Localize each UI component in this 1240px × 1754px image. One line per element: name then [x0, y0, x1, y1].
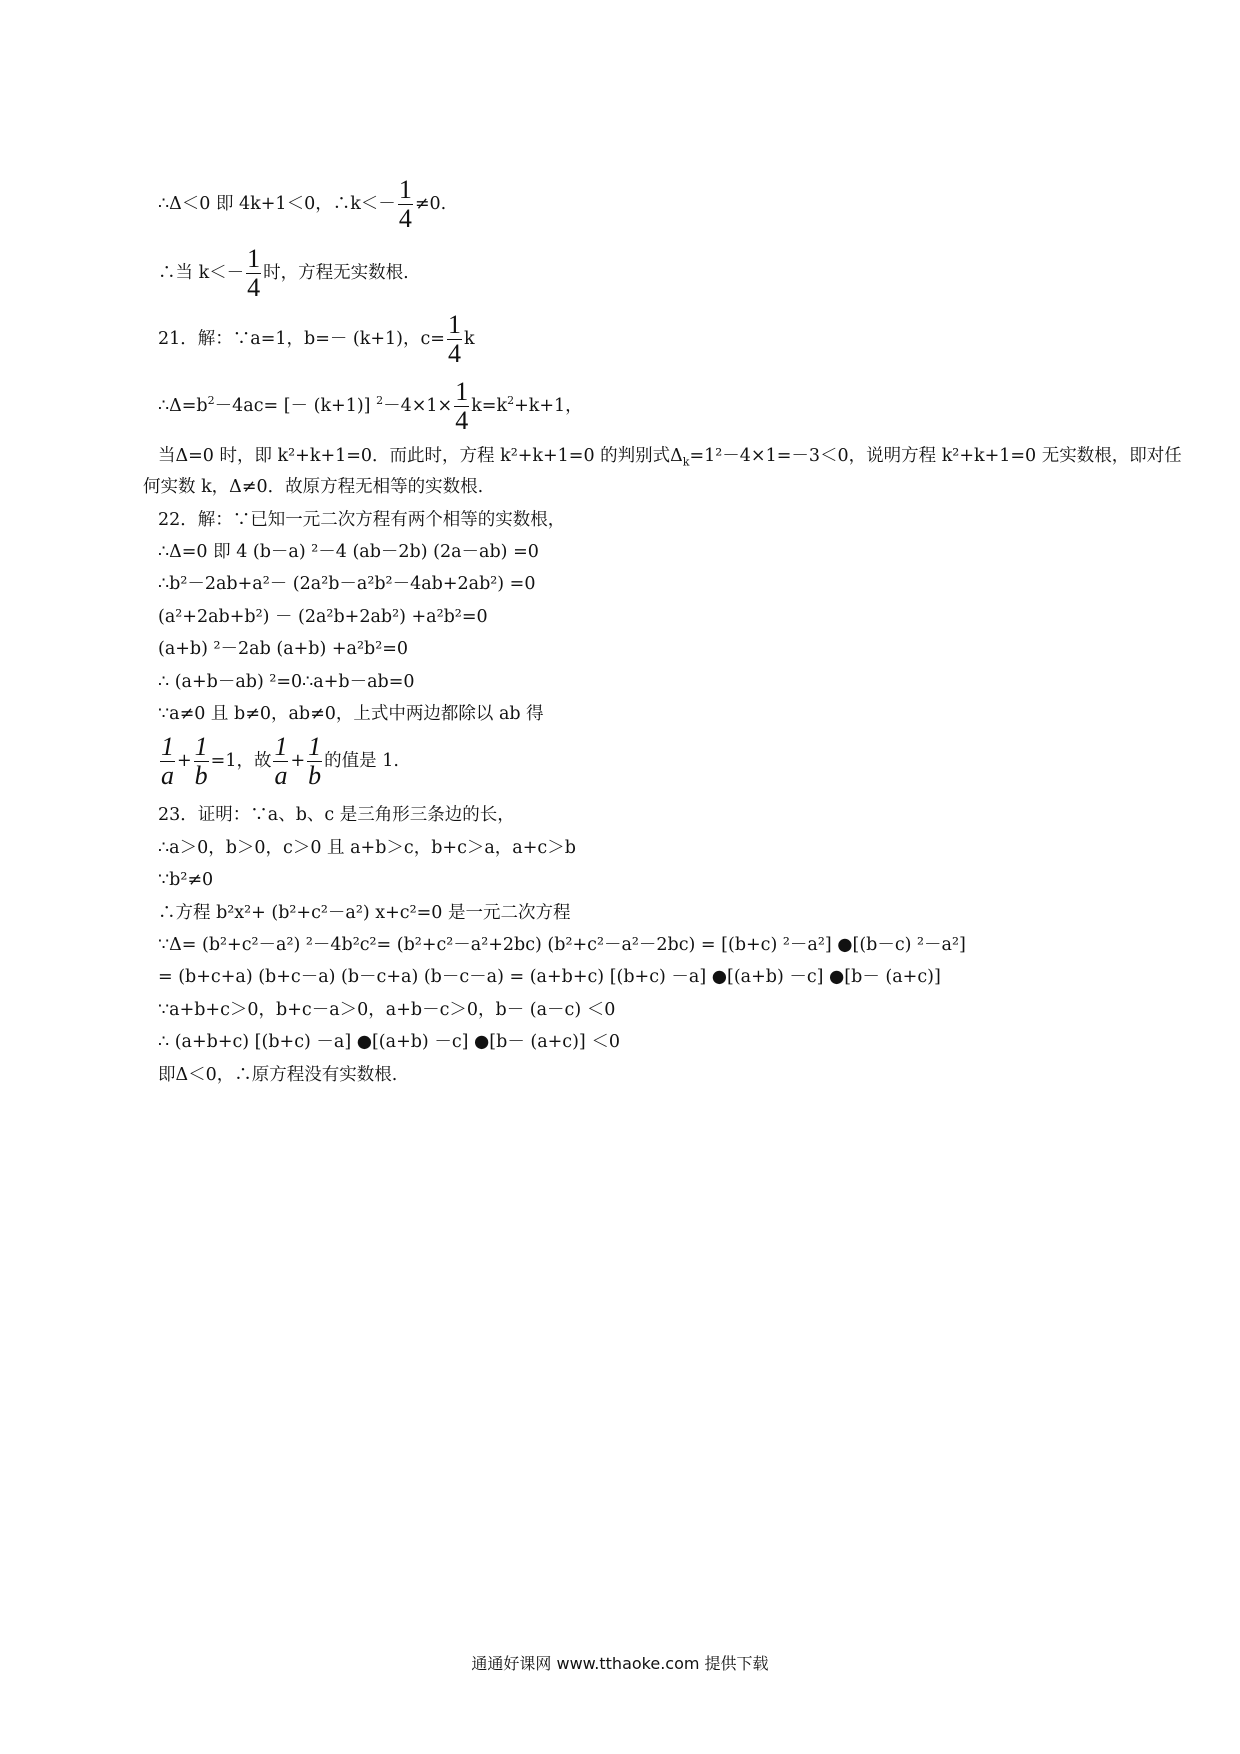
text: ∵Δ= (b²+c²－a²) ²－4b²c²= (b²+c²－a²+2bc) (b²+c²－a²－2bc) = [(b+c) ²－a²] ●[(b－c) ²－a²]	[158, 935, 966, 955]
text: = (b+c+a) (b+c－a) (b－c+a) (b－c－a) = (a+b+c) [(b+c) －a] ●[(a+b) －c] ●[b－ (a+c)]	[158, 967, 941, 987]
text: k=k	[471, 396, 508, 416]
text: ∵b²≠0	[158, 870, 214, 890]
superscript: 2	[507, 394, 515, 408]
superscript: 2	[207, 394, 215, 408]
text: +	[177, 751, 192, 771]
step-line	[158, 605, 488, 629]
text: ≠0.	[414, 194, 447, 214]
fraction-one-over-b: $\frac{1}{b}$	[194, 732, 208, 790]
solution-line-2	[158, 245, 409, 302]
denominator: b	[308, 761, 322, 790]
fraction-one-over-a: $\frac{1}{a}$	[161, 732, 174, 790]
text: ∴Δ=b	[158, 396, 208, 416]
text: +k+1，	[514, 396, 583, 416]
fraction-one-quarter: $\frac{1}{4}$	[398, 175, 412, 233]
text: 时，方程无实数根.	[263, 263, 409, 283]
text: ∴a＞0，b＞0，c＞0 且 a+b＞c，b+c＞a，a+c＞b	[158, 838, 576, 858]
step-line	[158, 901, 570, 925]
step-line	[158, 637, 408, 661]
text: －4ac= [－ (k+1)]	[214, 396, 377, 416]
step-line	[158, 998, 615, 1022]
step-line	[158, 572, 535, 596]
step-line	[158, 965, 941, 989]
step-line	[158, 1030, 620, 1054]
text: (a²+2ab+b²) － (2a²b+2ab²) +a²b²=0	[158, 607, 488, 627]
text: ∴方程 b²x²+ (b²+c²－a²) x+c²=0 是一元二次方程	[158, 903, 571, 923]
text: 何实数 k，Δ≠0．故原方程无相等的实数根.	[143, 477, 484, 497]
fraction-one-quarter: $\frac{1}{4}$	[247, 244, 261, 302]
text: 22．解：∵已知一元二次方程有两个相等的实数根，	[158, 510, 566, 530]
step-line	[158, 868, 213, 892]
problem-21-line	[158, 311, 475, 368]
page-footer: 通通好课网 www.tthaoke.com 提供下载	[471, 1654, 769, 1673]
text: －4×1×	[383, 396, 453, 416]
denominator: b	[194, 761, 208, 790]
text: ∵a≠0 且 b≠0，ab≠0，上式中两边都除以 ab 得	[158, 704, 544, 724]
text: k	[463, 329, 475, 349]
denominator: a	[274, 761, 288, 790]
step-line	[158, 702, 544, 726]
fraction-one-quarter: $\frac{1}{4}$	[447, 310, 461, 368]
explanation-line	[158, 444, 1182, 468]
discriminant-line	[158, 378, 583, 435]
conclusion-line	[158, 1063, 397, 1087]
denominator: a	[161, 761, 174, 790]
text: +	[290, 751, 306, 771]
problem-23-line	[158, 803, 515, 827]
text: ∵a+b+c＞0，b+c－a＞0，a+b－c＞0，b－ (a－c) ＜0	[158, 1000, 616, 1020]
text: =1²－4×1=－3＜0，说明方程 k²+k+1=0 无实数根，即对任	[689, 446, 1182, 466]
reciprocal-sum-line	[158, 733, 399, 790]
step-line	[158, 836, 576, 860]
explanation-line-cont	[143, 475, 483, 499]
step-line	[158, 933, 966, 957]
text: 的值是 1.	[324, 751, 399, 771]
problem-22-line	[158, 508, 565, 532]
text: ∴Δ＜0 即 4k+1＜0，∴k＜－	[158, 194, 396, 214]
superscript: 2	[376, 394, 384, 408]
fraction-one-over-a: $\frac{1}{a}$	[274, 732, 288, 790]
text: ∴Δ=0 即 4 (b－a) ²－4 (ab－2b) (2a－ab) =0	[158, 542, 539, 562]
text: ∴b²－2ab+a²－ (2a²b－a²b²－4ab+2ab²) =0	[158, 574, 536, 594]
solution-line-1	[158, 176, 446, 233]
text: ∴当 k＜－	[158, 263, 245, 283]
text: =1，故	[210, 751, 272, 771]
fraction-one-quarter: $\frac{1}{4}$	[455, 377, 469, 435]
text: 23．证明：∵a、b、c 是三角形三条边的长，	[158, 805, 515, 825]
text: 即Δ＜0，∴原方程没有实数根.	[158, 1065, 398, 1085]
text: ∴ (a+b+c) [(b+c) －a] ●[(a+b) －c] ●[b－ (a+c)] ＜0	[158, 1032, 620, 1052]
text: 当Δ=0 时，即 k²+k+1=0．而此时，方程 k²+k+1=0 的判别式Δ	[158, 446, 683, 466]
subscript: k	[682, 455, 690, 469]
text: ∴ (a+b－ab) ²=0∴a+b－ab=0	[158, 672, 415, 692]
step-line	[158, 540, 539, 564]
text: 21．解：∵a=1，b=－ (k+1)，c=	[158, 329, 445, 349]
fraction-one-over-b: $\frac{1}{b}$	[308, 732, 322, 790]
step-line	[158, 670, 415, 694]
text: (a+b) ²－2ab (a+b) +a²b²=0	[158, 639, 409, 659]
